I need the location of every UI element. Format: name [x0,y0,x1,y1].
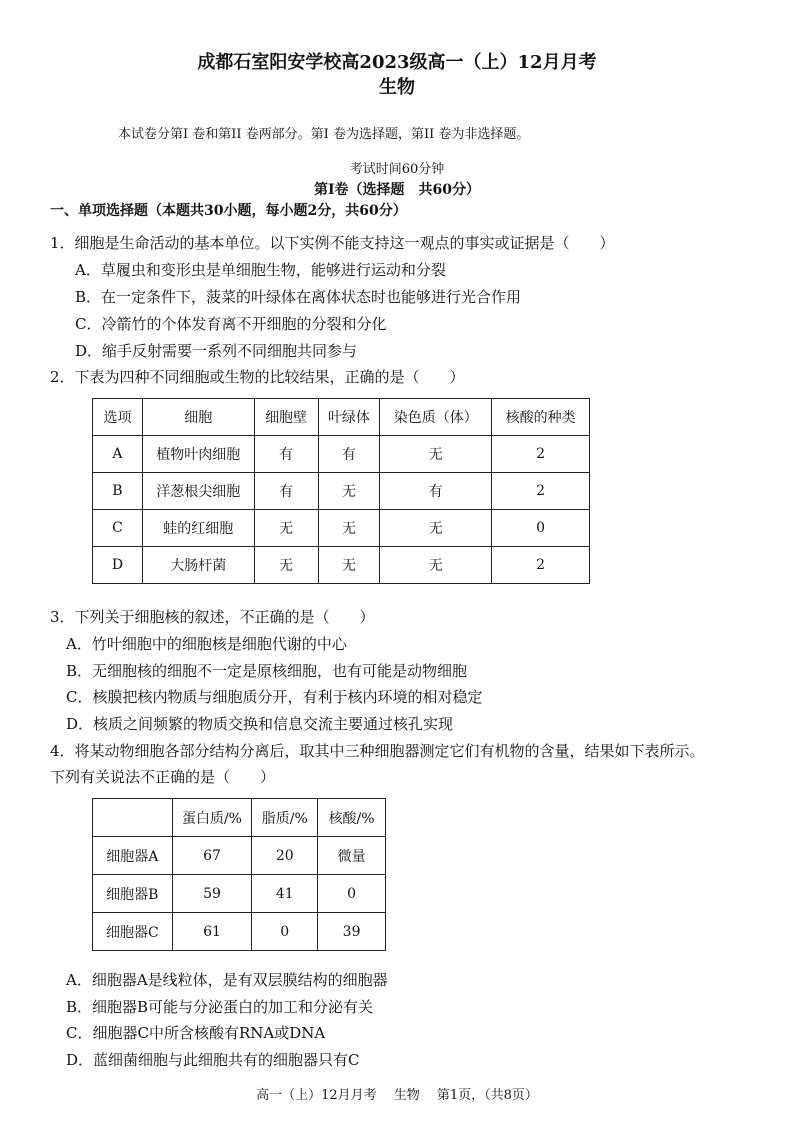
table-cell: 有 [380,473,492,510]
question-1-option-a: A．草履虫和变形虫是单细胞生物，能够进行运动和分裂 [75,261,446,279]
exam-title: 成都石室阳安学校高2023级高一（上）12月月考 [197,52,597,73]
table-cell: 无 [380,547,492,584]
question-4-option-b: B．细胞器B可能与分泌蛋白的加工和分泌有关 [66,998,374,1016]
table-row [93,436,590,473]
table-header-cell: 细胞 [142,399,254,436]
table-row [93,913,386,951]
section-heading: 一、单项选择题（本题共30小题，每小题2分，共60分） [50,203,407,219]
question-3-option-b: B．无细胞核的细胞不一定是原核细胞，也有可能是动物细胞 [66,662,468,680]
table-cell: 有 [254,436,318,473]
table-cell: 39 [318,913,386,951]
exam-time: 考试时间60分钟 [349,162,445,177]
table-row [93,875,386,913]
exam-subject: 生物 [379,77,415,98]
table-cell: 细胞器B [93,875,173,913]
table-cell: 20 [252,837,318,875]
table-row [93,473,590,510]
table-cell: 细胞器C [93,913,173,951]
table-cell: 有 [254,473,318,510]
table-header-cell: 染色质（体） [380,399,492,436]
table-cell: 无 [380,436,492,473]
question-3-option-d: D．核质之间频繁的物质交换和信息交流主要通过核孔实现 [66,715,454,733]
table-cell: 0 [252,913,318,951]
question-3-option-c: C．核膜把核内物质与细胞质分开，有利于核内环境的相对稳定 [66,688,483,706]
table-cell: 41 [252,875,318,913]
table-cell: 微量 [318,837,386,875]
table-header-cell: 选项 [93,399,143,436]
table-header-cell: 蛋白质/% [172,799,252,837]
table-cell: 大肠杆菌 [142,547,254,584]
question-2-table [92,398,590,584]
table-header-cell: 核酸的种类 [492,399,590,436]
table-cell: 2 [492,473,590,510]
table-cell: 无 [318,547,380,584]
table-cell: 有 [318,436,380,473]
table-cell: 植物叶肉细胞 [142,436,254,473]
question-4-stem-cont: 下列有关说法不正确的是（ ） [50,768,276,786]
question-4-option-d: D．蓝细菌细胞与此细胞共有的细胞器只有C [66,1051,360,1069]
table-cell: 2 [492,436,590,473]
table-cell: 无 [380,510,492,547]
table-cell: 蛙的红细胞 [142,510,254,547]
question-1-option-d: D．缩手反射需要一系列不同细胞共同参与 [75,342,358,360]
question-4-table [92,798,386,951]
question-1-stem: 1．细胞是生命活动的基本单位。以下实例不能支持这一观点的事实或证据是（ ） [50,234,615,252]
table-header-cell: 脂质/% [252,799,318,837]
table-cell: B [93,473,143,510]
table-cell: 洋葱根尖细胞 [142,473,254,510]
table-header-cell: 核酸/% [318,799,386,837]
table-cell: 细胞器A [93,837,173,875]
question-4-stem: 4．将某动物细胞各部分结构分离后，取其中三种细胞器测定它们有机物的含量，结果如下表所示。 [50,742,705,760]
table-header-cell [93,799,173,837]
table-row [93,547,590,584]
question-1-option-b: B．在一定条件下，菠菜的叶绿体在离体状态时也能够进行光合作用 [75,288,522,306]
table-cell: 无 [254,547,318,584]
table-cell: 无 [318,473,380,510]
question-2-stem: 2．下表为四种不同细胞或生物的比较结果，正确的是（ ） [50,368,465,386]
question-3-option-a: A．竹叶细胞中的细胞核是细胞代谢的中心 [66,635,347,653]
table-cell: 61 [172,913,252,951]
table-header-row [93,799,386,837]
question-3-stem: 3．下列关于细胞核的叙述，不正确的是（ ） [50,608,375,626]
table-cell: D [93,547,143,584]
table-cell: 67 [172,837,252,875]
table-row [93,510,590,547]
table-cell: 0 [492,510,590,547]
table-header-row [93,399,590,436]
table-cell: 2 [492,547,590,584]
question-1-option-c: C．冷箭竹的个体发育离不开细胞的分裂和分化 [75,315,387,333]
part-heading: 第Ⅰ卷（选择题 共60分） [313,182,481,198]
table-cell: 无 [254,510,318,547]
table-cell: 59 [172,875,252,913]
table-header-cell: 叶绿体 [318,399,380,436]
page-footer: 高一（上）12月月考 生物 第1页，（共8页） [256,1088,538,1103]
table-cell: C [93,510,143,547]
table-header-cell: 细胞壁 [254,399,318,436]
question-4-option-a: A．细胞器A是线粒体，是有双层膜结构的细胞器 [66,971,388,989]
table-row [93,837,386,875]
table-cell: 无 [318,510,380,547]
question-4-option-c: C．细胞器C中所含核酸有RNA或DNA [66,1024,326,1042]
table-cell: A [93,436,143,473]
table-cell: 0 [318,875,386,913]
exam-intro: 本试卷分第Ⅰ 卷和第II 卷两部分。第Ⅰ 卷为选择题，第II 卷为非选择题。 [118,127,530,142]
